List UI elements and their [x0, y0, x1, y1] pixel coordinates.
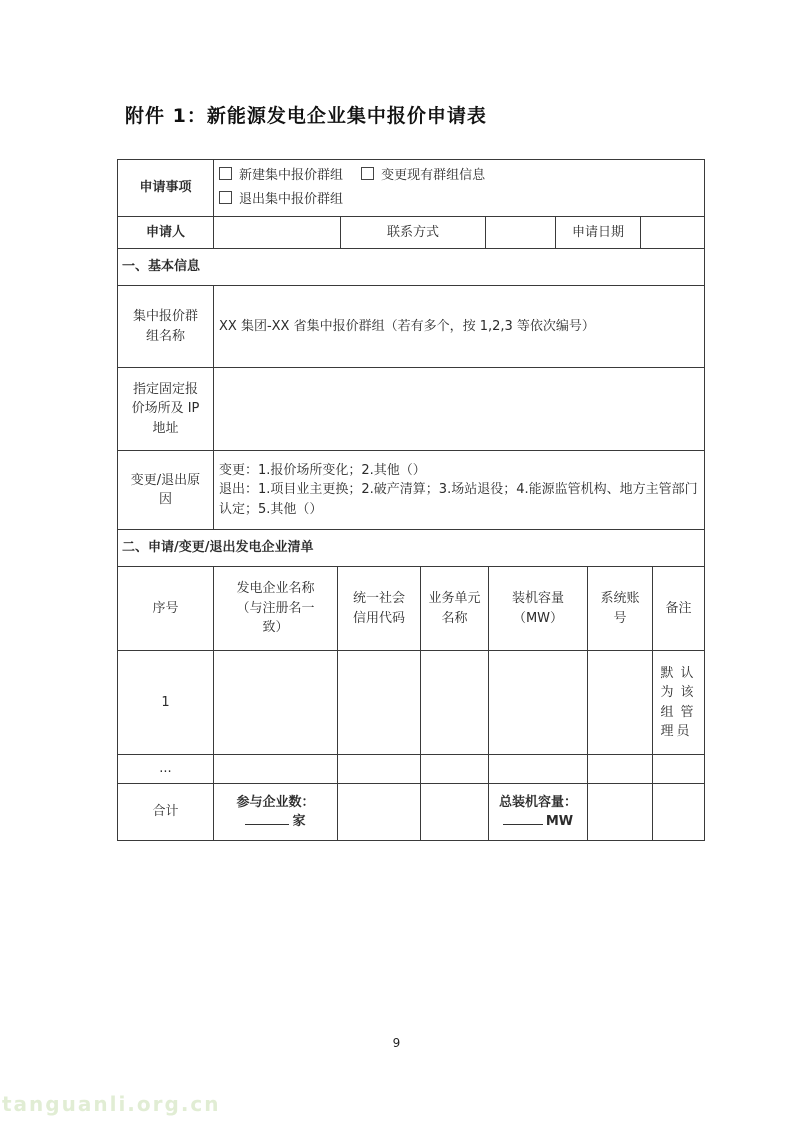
reason-row [118, 451, 705, 530]
applicant-value-cell [214, 217, 341, 249]
group-name-value: XX 集团-XX 省集中报价群组（若有多个，按 1,2,3 等依次编号） [214, 286, 705, 368]
blank-underline [245, 812, 289, 825]
totals-capacity-label: 总装机容量： [498, 794, 577, 810]
header-account: 系统账号 [588, 567, 653, 651]
reason-line-exit: 退出：1.项目业主更换；2.破产清算；3.场站退役；4.能源监管机构、地方主管部门认定；5.其他（） [219, 482, 698, 517]
totals-capacity [489, 784, 588, 841]
contact-value-cell [486, 217, 556, 249]
page-number: 9 [392, 1036, 401, 1050]
contact-label: 联系方式 [341, 217, 486, 249]
group-name-label: 集中报价群组名称 [118, 286, 214, 368]
enterprise-list-table [117, 529, 705, 841]
reason-line-change: 变更：1.报价场所变化；2.其他（） [219, 462, 426, 478]
blank-underline [503, 812, 543, 825]
group-name-row [118, 286, 705, 368]
checkbox-new-group-icon [219, 167, 232, 180]
totals-empty-cell [338, 784, 421, 841]
row1-capacity-cell [489, 651, 588, 755]
checkbox-exit-group-icon [219, 191, 232, 204]
watermark: tanguanli.org.cn [2, 1092, 221, 1116]
header-capacity: 装机容量（MW） [489, 567, 588, 651]
column-header-row [118, 567, 705, 651]
row1-seq: 1 [118, 651, 214, 755]
rowdots-seq: ... [118, 755, 214, 784]
row1-credit-cell [338, 651, 421, 755]
application-items-label: 申请事项 [118, 160, 214, 217]
checkbox-change-group-icon [361, 167, 374, 180]
section2-header-row [118, 530, 705, 567]
table-row [118, 651, 705, 755]
totals-enterprises-unit: 家 [292, 814, 306, 829]
reason-value [214, 451, 705, 530]
rowdots-credit-cell [338, 755, 421, 784]
date-value-cell [641, 217, 705, 249]
basic-info-table [117, 159, 705, 530]
row1-account-cell [588, 651, 653, 755]
rowdots-unit-cell [421, 755, 489, 784]
table-row [118, 755, 705, 784]
totals-enterprises [214, 784, 338, 841]
totals-label: 合计 [118, 784, 214, 841]
totals-empty-cell [588, 784, 653, 841]
application-items-options [214, 160, 705, 217]
header-seq: 序号 [118, 567, 214, 651]
section1-title: 一、基本信息 [118, 249, 705, 286]
rowdots-account-cell [588, 755, 653, 784]
row1-note: 默认为该组管理员 [653, 651, 705, 755]
row1-name-cell [214, 651, 338, 755]
totals-enterprises-label: 参与企业数： [236, 794, 315, 810]
header-enterprise-name: 发电企业名称（与注册名一致） [214, 567, 338, 651]
ip-row [118, 368, 705, 451]
totals-empty-cell [421, 784, 489, 841]
header-note: 备注 [653, 567, 705, 651]
totals-row [118, 784, 705, 841]
rowdots-capacity-cell [489, 755, 588, 784]
page-title: 附件 1：新能源发电企业集中报价申请表 [125, 105, 487, 127]
section2-title: 二、申请/变更/退出发电企业清单 [118, 530, 705, 567]
section1-header-row [118, 249, 705, 286]
header-unit-name: 业务单元名称 [421, 567, 489, 651]
rowdots-name-cell [214, 755, 338, 784]
header-credit-code: 统一社会信用代码 [338, 567, 421, 651]
ip-label: 指定固定报价场所及 IP 地址 [118, 368, 214, 451]
reason-label: 变更/退出原因 [118, 451, 214, 530]
totals-empty-cell [653, 784, 705, 841]
ip-value-cell [214, 368, 705, 451]
application-items-row [118, 160, 705, 217]
date-label: 申请日期 [556, 217, 641, 249]
application-form [117, 159, 704, 841]
option-new-group-label: 新建集中报价群组 [239, 168, 344, 183]
row1-unit-cell [421, 651, 489, 755]
option-change-group-label: 变更现有群组信息 [381, 168, 486, 183]
applicant-label: 申请人 [118, 217, 214, 249]
option-exit-group-label: 退出集中报价群组 [239, 192, 344, 207]
totals-capacity-unit: MW [545, 814, 574, 829]
applicant-row [118, 217, 705, 249]
rowdots-note-cell [653, 755, 705, 784]
